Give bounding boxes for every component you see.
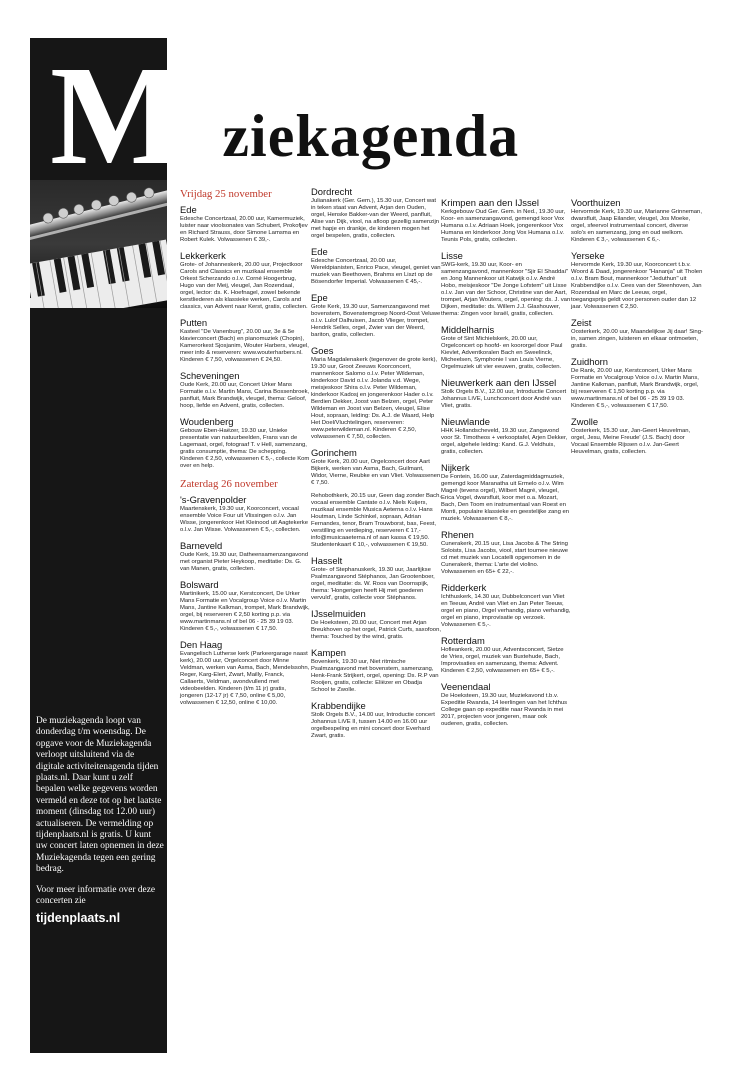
event-text: Ichthuskerk, 14.30 uur, Dubbelconcert van Vliet en Teeuw, André van Vliet en Jan Peter Teeuw, orgel en piano, Orgel verhandig, piano verhandig, orgel en piano, improvisatie op verzoek. Volwassenen € 5,-. (441, 594, 571, 628)
event-text: De Rank, 20.00 uur, Kerstconcert, Urker Mans Formatie en Vocalgroup Voice o.l.v. Martin Mans, Jantine Kalkman, panfluit, Mark Brandwijk, orgel, bij reserveren € 1,50 korting p.p. via www.martinmans.nl of bel 06 - 25 39 19 03. Kinderen € 5,-, volwassenen € 17,50. (571, 368, 699, 409)
place-heading: Epe (311, 292, 328, 303)
place-heading: Dordrecht (311, 186, 353, 197)
event-text: HHK Hollandscheveld, 19.30 uur, Zangavond voor St. Timotheos + verkooptafel, Arjen Dekker, orgel, algehele leiding: Kand. G.J. Veldhuis, gratis, collecten. (441, 428, 568, 455)
place-heading: Nieuwerkerk aan den IJssel (441, 377, 557, 388)
place-heading: Scheveningen (180, 370, 240, 381)
event-text: Edesche Concertzaal, 20.00 uur, Wereldpianisten, Enrico Pace, vleugel, geniet van muziek van Beethoven, Brahms en Liszt op de Bösendorfer Imperial. Volwassenen € 45,-. (311, 258, 441, 285)
event-text: Julianakerk (Ger. Gem.), 15.30 uur, Concert wat in teken staat van Advent, Arjan den Ouden, orgel, Henske Bakker-van der Weerd, panfluit, Alise van Dijk, viool, na afloop gezellig samenzijn met hapje en drankje, de kinderen mogen het orgel bespelen, gratis, collecten. (311, 198, 440, 239)
place-heading: IJsselmuiden (311, 608, 366, 619)
event-text: SWG-kerk, 19.30 uur, Koor- en samenzangavond, mannenkoor "Sjir El Shaddai" en Jong Mannenkoor uit Katwijk o.l.v. André Hobo, meisjeskoor "De Jonge Lofstem" uit Lisse o.l.v. Jan van der Schoor, Christine van der Aart, trompet, Arjan Wouters, orgel, opening: ds. J. van Dijken, meditatie: ds. Willem J.J. Glashouwer, thema: Zingen voor Israël, gratis, collecten. (441, 262, 571, 317)
place-heading: Kampen (311, 647, 346, 658)
website-link[interactable]: tijdenplaats.nl (36, 910, 121, 925)
date-heading: Vrijdag 25 november (180, 188, 272, 200)
place-heading: Lisse (441, 250, 463, 261)
place-heading: 's-Gravenpolder (180, 494, 247, 505)
date-heading: Zaterdag 26 november (180, 478, 278, 490)
event-text: Oosterkerk, 20.00 uur, Maandelijkse Jij daar! Sing-in, samen zingen, luisteren en elkaar ontmoeten, gratis. (571, 329, 703, 349)
title-rest (188, 103, 520, 169)
place-heading: Goes (311, 345, 334, 356)
event-text: Stolk Orgels B.V., 12.00 uur, Introductie Concert Johannus LiVE, Lunchconcert door André van Vliet, gratis. (441, 389, 567, 409)
event-text: De Hoeksteen, 20.00 uur, Concert met Arjan Breukhoven op het orgel, Patrick Curfs, saxofoon, thema: Touched by the wind, gratis. (311, 620, 441, 640)
event-text: Rehobothkerk, 20.15 uur, Geen dag zonder Bach, vocaal ensemble Cantate o.l.v. Niels Kuijers, muzikaal ensemble Musica Aeterna o.l.v. Hans Houtman, Linde Schinkel, sopraan, Adrian Fernandes, tenor, Bram Trouwborst, bas, Feest, verstilling en verdieping, reserveren € 17,- info@musicaaeterna.nl of aan kassa € 19,50. Studentenkaart € 10,-, volwassenen € 19,50. (311, 493, 442, 548)
event-text: Cunerakerk, 20.15 uur, Lisa Jacobs & The String Soloists, Lisa Jacobs, viool, start tournee nieuwe cd met muziek van Locatelli opgenomen in de Cunerakerk, thema: L'arte del violino. Volwassenen en 65+ € 22,-. (441, 541, 569, 575)
event-text: De Fontein, 16.00 uur, Zaterdagmiddagmuziek, gemengd koor Maranatha uit Ermelo o.l.v. Wim Magré (tevens orgel), Wilbert Magré, vleugel, Erica Vogel, dwarsfluit, koor met o.a. Mozart, Bach, Den Toom en instrumentaal van Roest en Monti, populaire klassieke en geestelijke zang en muziek. Volwassenen € 8,-. (441, 474, 570, 522)
info-paragraph: De muziekagenda loopt van donderdag t/m woensdag. De opgave voor de Muziekagenda verloopt uitsluitend via de digitale activiteitenagenda tijden plaats.nl. Daar kunt u zelf bepalen welke gegevens worden vermeld en deze tot op het laatste moment (dinsdag tot 12.00 uur) actualiseren. De vermelding op tijdenplaats.nl is gratis. U kunt uw concert laten opnemen in deze Muziekagenda tegen een gering bedrag. (36, 716, 164, 875)
place-heading: Zeist (571, 317, 592, 328)
title-rest-letters: ziekagenda (222, 103, 520, 169)
place-heading: Bolsward (180, 579, 219, 590)
event-text: Maria Magdalenakerk (tegenover de grote kerk), 19.30 uur, Groot Zeeuws Koorconcert, mannenkoor Salomo o.l.v. Peter Wildeman, kinderkoor David o.l.v. Jolanda v.d. Wege, meisjeskoor Shira o.l.v. Peter Wildeman, kinderkoor Kadosj en jongerenkoor Hader o.l.v. Berdien Dekker, Joost van Belzen, orgel, Peter Wildeman en Joost van Belzen, vleugel, Elise Hout, sopraan, leiding: Ds. A.J. de Waard, Help Het Doel/Vluchtelingen, reserveren: www.peterwildeman.nl. Kinderen € 2,50, volwassenen € 7,50, collecten. (311, 357, 438, 440)
place-heading: Putten (180, 317, 208, 328)
event-text: De Hoeksteen, 19.30 uur, Muziekavond t.b.v. Expeditie Rwanda, 14 leerlingen van het Ichthus College gaan op expeditie naar Rwanda in mei 2017, projecten voor jongeren, maar ook ouderen, gratis, collecten. (441, 693, 568, 727)
place-heading: Zwolle (571, 416, 599, 427)
photo-illustration (30, 180, 167, 308)
place-heading: Middelharnis (441, 324, 495, 335)
event-text: Bovenkerk, 19.30 uur, Niet ritmische Psalmzangavond met bovenstem, samenzang, Henk-Frank Strijkert, orgel, opening: Ds. R.P van Rooijen, gratis, collecte: Eliëzer en Obadja School te Zwolle. (311, 659, 439, 693)
place-heading: Hasselt (311, 555, 343, 566)
event-text: Maartenskerk, 19.30 uur, Koorconcert, vocaal ensemble Voice Four uit Vlissingen o.l.v. Jan Wisse, jongerenkoor Het Kleinood uit Aagtekerke o.l.v. Jan Wisse. Volwassenen € 5,-, collecten. (180, 506, 309, 533)
event-text: Oude Kerk, 20.00 uur, Concert Urker Mans Formatie o.l.v. Martin Mans, Carina Bossenbroek, panfluit, Mark Brandwijk, vleugel, thema: Geloof, hoop, liefde en Advent, gratis, collecten. (180, 382, 310, 409)
event-text: Kasteel "De Vanenburg", 20.00 uur, 3e & 5e klavierconcert (Bach) en pianomuziek (Chopin), Kamerorkest Sjosjanim, Wouter Harbers, vleugel, meer info & reserveren: www.wouterharbers.nl. Kinderen € 7,50, volwassenen € 24,50. (180, 329, 309, 363)
agenda-column-1 (180, 186, 310, 707)
event-text: Grote- of Johanneskerk, 20.00 uur, Projectkoor Carols and Classics en muzikaal ensemble Orkest Scherzando o.l.v. Corné Hoogerbrug, Hugo van der Meij, vleugel, Jan Rozendaal, orgel, lector: ds. K. Hoefnagel, zowel bekende kerstliederen als klassieke werken, Carols and classics, van Advent naar Kerst, gratis, collecten. (180, 262, 308, 310)
info-box (36, 716, 164, 934)
agenda-column-3 (441, 197, 571, 728)
event-text: Oosterkerk, 15.30 uur, Jan-Geert Heuvelman, orgel, Jesu, Meine Freude' (J.S. Bach) door Vocaal Ensemble Rijssen o.l.v. Jan-Geert Heuvelman, gratis, collecten. (571, 428, 691, 455)
place-heading: Krimpen aan den IJssel (441, 197, 539, 208)
place-heading: Yerseke (571, 250, 605, 261)
event-text: Martinikerk, 15.00 uur, Kerstconcert, De Urker Mans Formatie en Vocalgroup Voice o.l.v. Martin Mans, Jantine Kalkman, trompet, Mark Brandwijk, orgel, bij reserveren € 2,50 korting p.p. via www.martinmans.nl of bel 06 - 25 39 19 03. Kinderen € 5,-, volwassenen € 17,50. (180, 591, 310, 632)
place-heading: Nijkerk (441, 462, 470, 473)
agenda-column-4 (571, 197, 703, 456)
place-heading: Woudenberg (180, 416, 234, 427)
event-text: Evangelisch Lutherse kerk (Parkeergarage naast kerk), 20.00 uur, Orgelconcert door Minne Veldman, werken van Asma, Bach, Mendelssohn, Reger, Karg-Elert, Zwart, Mailly, Franck, Callaerts, Veldman, avondvullend met videobeelden. Kinderen (t/m 11 jr) gratis, jongeren (12-17 jr) € 7,50, online € 5,00, volwassenen € 12,50, online € 10,00. (180, 651, 310, 706)
place-heading: Rhenen (441, 529, 474, 540)
place-heading: Lekkerkerk (180, 250, 226, 261)
event-text: Grote- of Stephanuskerk, 19.30 uur, Jaarlijkse Psalmzangavond Stéphanos, Jan Grootenboer, orgel, meditatie: ds. W. Roos van Doornspijk, thema: 'Hongerigen heeft Hij met goederen vervuld', gratis, collecte voor Stéphanos. (311, 567, 435, 601)
info-more-paragraph: Voor meer informatie over deze concerten zie (36, 884, 156, 907)
place-heading: Ede (311, 246, 328, 257)
page-title (50, 36, 520, 194)
event-text: Grote Kerk, 19.30 uur, Samenzangavond met bovenstem, Bovenstemgroep Noord-Oost Veluwe o.l.v. Lulof Dalhuisen, Jacob Vlieger, trompet, Hendrik Selles, orgel, Zwier van der Weerd, bariton, gratis, collecten. (311, 304, 441, 338)
event-text: Hofleankerk, 20.00 uur, Adventsconcert, Sietze de Vries, orgel, muziek van Buxtehude, Bach, Improvisaties en samenzang, thema: Advent. Kinderen € 2,50, volwassenen en 65+ € 5,-. (441, 647, 564, 674)
place-heading: Gorinchem (311, 447, 357, 458)
event-text: Edesche Concertzaal, 20.00 uur, Kamermuziek, luister naar vioolsonates van Schubert, Prokofjev en Richard Strauss, door Simone Lamsma en Robert Kulek. Volwassenen € 39,-. (180, 216, 308, 243)
place-heading: Ede (180, 204, 197, 215)
place-heading: Nieuwlande (441, 416, 490, 427)
place-heading: Krabbendijke (311, 700, 366, 711)
place-heading: Veenendaal (441, 681, 491, 692)
agenda-column-2 (311, 186, 441, 740)
event-text: Kerkgebouw Oud Ger. Gem. in Ned., 19.30 uur, Koor- en samenzangavond, gemengd koor Vox Humana o.l.v. Adriaan Hoek, jongerenkoor Vox Humana en kinderkoor Jong Vox Humana o.l.v. Teunis Pols, gratis, collecten. (441, 209, 566, 243)
title-rest-first-letter: u (188, 103, 223, 169)
event-text: Gebouw Eben-Haëzer, 19.30 uur, Unieke presentatie van natuurbeelden, Frans van de Lagemaat, orgel, fotograaf T. v Hell, samenzang, gratis consumptie, thema: De schepping. Kinderen € 2,50, volwassenen € 5,-, collecte Kom over en help. (180, 428, 310, 469)
place-heading: Zuidhorn (571, 356, 609, 367)
place-heading: Den Haag (180, 639, 223, 650)
flute-and-piano-photo (30, 180, 167, 308)
title-initial: M (50, 36, 183, 194)
event-text: Hervormde Kerk, 19.30 uur, Koorconcert t.b.v. Woord & Daad, jongerenkoor "Hananja" uit Tholen o.l.v. Bram Bout, mannenkoor "Jeduthun" uit Krabbendijke o.l.v. Cees van der Steenhoven, Jan Rozendaal en Marc de Leeuw, orgel, toegangsprijs geldt voor personen ouder dan 12 jaar. Volwassenen € 2,50. (571, 262, 703, 310)
event-text: Stolk Orgels B.V., 14.00 uur, Introductie concert Johannus LiVE II, tussen 14.00 en 16.00 uur orgelbespeling en mini concert door Everhard Zwart, gratis. (311, 712, 435, 739)
place-heading: Ridderkerk (441, 582, 487, 593)
place-heading: Barneveld (180, 540, 223, 551)
place-heading: Voorthuizen (571, 197, 621, 208)
place-heading: Rotterdam (441, 635, 485, 646)
event-text: Grote of Sint Michielskerk, 20.00 uur, Orgelconcert op hoofd- en koororgel door Paul Kievlet, Adventkoralen Bach en Sweelinck, Micheelsen, Symphonie I van Louis Vierne, Orgelmuziek uit vier eeuwen, gratis, collecten. (441, 336, 563, 370)
event-text: Hervormde Kerk, 19.30 uur, Marianne Grinneman, dwarsfluit, Jaap Eilander, vleugel, Jos Moeke, orgel, sfeervol instrumentaal concert, diverse solo's en samenzang, jong en oud welkom. Kinderen € 3,-, volwassenen € 6,-. (571, 209, 702, 243)
event-text: Oude Kerk, 19.30 uur, Datheensamenzangavond met organist Pieter Heykoop, meditatie: Ds. G. van Manen, gratis, collecten. (180, 552, 309, 572)
event-text: Grote Kerk, 20.00 uur, Orgelconcert door Aart Bijkerk, werken van Asma, Bach, Guilmant, Widor, Vierne, Reubke en van Vliet. Volwassenen € 7,50. (311, 459, 441, 486)
